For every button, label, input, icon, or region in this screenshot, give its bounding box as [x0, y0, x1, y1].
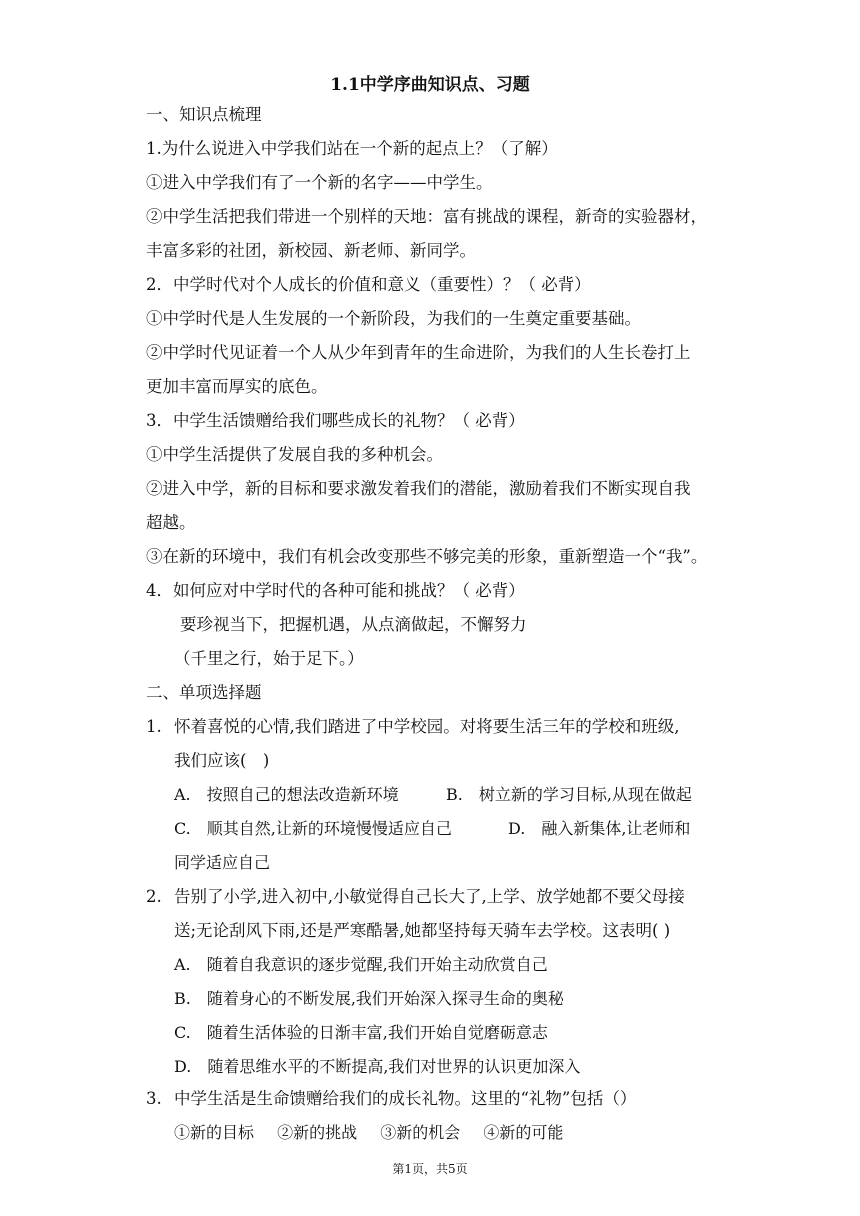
knowledge-question-1: 1.为什么说进入中学我们站在一个新的起点上？（了解） — [146, 139, 558, 158]
choice-items-row — [174, 1122, 563, 1144]
choice-item: ③新的机会 — [380, 1123, 461, 1142]
knowledge-point: 丰富多彩的社团，新校园、新老师、新同学。 — [146, 241, 476, 260]
choice-option-c: C. 顺其自然,让新的环境慢慢适应自己 — [174, 819, 452, 838]
knowledge-point: ①中学时代是人生发展的一个新阶段，为我们的一生奠定重要基础。 — [146, 309, 641, 328]
section-heading-choice: 二、单项选择题 — [146, 683, 262, 702]
choice-option-d: D. 融入新集体,让老师和 — [508, 819, 691, 838]
knowledge-point: ③在新的环境中，我们有机会改变那些不够完美的形象，重新塑造一个“我”。 — [146, 547, 708, 566]
choice-question-stem: 怀着喜悦的心情,我们踏进了中学校园。对将要生活三年的学校和班级, — [174, 717, 680, 736]
knowledge-point: ②中学时代见证着一个人从少年到青年的生命进阶，为我们的人生长卷打上 — [146, 343, 691, 362]
choice-question-number: 2. — [146, 887, 162, 906]
choice-option-a: A. 按照自己的想法改造新环境 — [174, 785, 399, 804]
knowledge-point: 更加丰富而厚实的底色。 — [146, 377, 328, 396]
choice-option-b: B. 随着身心的不断发展,我们开始深入探寻生命的奥秘 — [174, 989, 564, 1008]
choice-item: ②新的挑战 — [277, 1123, 358, 1142]
choice-question-number: 3. — [146, 1089, 162, 1108]
knowledge-point: （千里之行，始于足下。） — [174, 649, 364, 668]
choice-question-stem: 我们应该( ) — [174, 751, 270, 770]
page-footer: 第1页，共5页 — [392, 1162, 468, 1176]
choice-option-d: D. 随着思维水平的不断提高,我们对世界的认识更加深入 — [174, 1057, 581, 1076]
knowledge-question-2: 2．中学时代对个人成长的价值和意义（重要性）？（ 必背） — [146, 275, 591, 294]
knowledge-point: ②中学生活把我们带进一个别样的天地：富有挑战的课程，新奇的实验器材， — [146, 207, 707, 226]
choice-question-stem: 送;无论刮风下雨,还是严寒酷暑,她都坚持每天骑车去学校。这表明( ) — [174, 921, 671, 940]
choice-option-d-continued: 同学适应自己 — [174, 853, 271, 872]
choice-question-number: 1. — [146, 717, 162, 736]
knowledge-question-4: 4．如何应对中学时代的各种可能和挑战？（ 必背） — [146, 581, 525, 600]
knowledge-question-3: 3．中学生活馈赠给我们哪些成长的礼物？（ 必背） — [146, 411, 525, 430]
knowledge-point: ②进入中学，新的目标和要求激发着我们的潜能，激励着我们不断实现自我 — [146, 479, 691, 498]
knowledge-point: 要珍视当下，把握机遇，从点滴做起，不懈努力 — [180, 615, 527, 634]
choice-option-b: B. 树立新的学习目标,从现在做起 — [446, 785, 692, 804]
choice-item: ④新的可能 — [483, 1123, 564, 1142]
knowledge-point: ①中学生活提供了发展自我的多种机会。 — [146, 445, 443, 464]
choice-item: ①新的目标 — [174, 1123, 255, 1142]
section-heading-knowledge: 一、知识点梳理 — [146, 105, 262, 124]
choice-question-stem: 中学生活是生命馈赠给我们的成长礼物。这里的“礼物”包括（） — [174, 1089, 637, 1108]
choice-option-a: A. 随着自我意识的逐步觉醒,我们开始主动欣赏自己 — [174, 955, 548, 974]
knowledge-point: ①进入中学我们有了一个新的名字——中学生。 — [146, 173, 493, 192]
knowledge-point: 超越。 — [146, 513, 196, 532]
document-title: 1.1中学序曲知识点、习题 — [330, 75, 530, 95]
choice-option-c: C. 随着生活体验的日渐丰富,我们开始自觉磨砺意志 — [174, 1023, 548, 1042]
choice-question-stem: 告别了小学,进入初中,小敏觉得自己长大了,上学、放学她都不要父母接 — [174, 887, 685, 906]
